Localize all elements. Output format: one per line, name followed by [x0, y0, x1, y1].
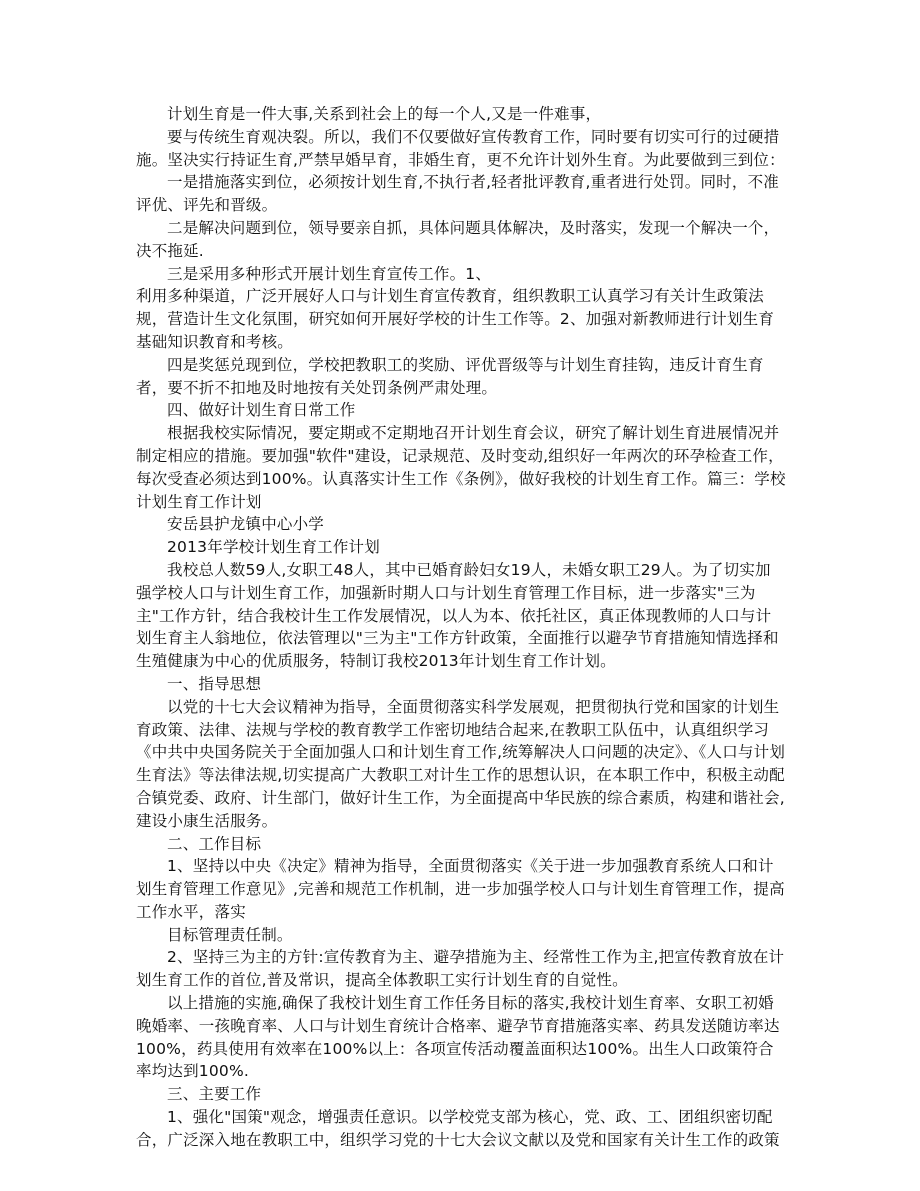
- paragraph: 计划生育是一件大事,关系到社会上的每一个人,又是一件难事，: [167, 105, 602, 123]
- section-heading: 二、工作目标: [167, 834, 262, 853]
- section-heading: 一、指导思想: [167, 674, 262, 693]
- paragraph: 1、强化"国策"观念，增强责任意识。以学校党支部为核心，党、政、工、团组织密切配合，广泛深入地在教职工中，组织学习党的十七大会议文献以及党和国家有关计生工作的政策: [136, 1108, 780, 1149]
- paragraph: 2、坚持三为主的方针:宣传教育为主、避孕措施为主、经常性工作为主,把宣传教育放在计划生育工作的首位,普及常识，提高全体教职工实行计划生育的自觉性。: [136, 948, 785, 990]
- paragraph: 我校总人数59人,女职工48人，其中已婚育龄妇女19人，未婚女职工29人。为了切实加强学校人口与计划生育工作，加强新时期人口与计划生育管理工作目标，进一步落实"三为主"工作方针，结合我校计生工作发展情况，以人为本、依托社区，真正体现教师的人口与计划生育主人翁地位，依法管理以"三为主"工作方针政策，全面推行以避孕节育措施知情选择和生殖健康为中心的优质服务，特制订我校2013年计划生育工作计划。: [136, 560, 779, 671]
- paragraph: 三是采用多种形式开展计划生育宣传工作。1、: [167, 264, 492, 283]
- document-body: [136, 103, 786, 1152]
- paragraph: 1、坚持以中央《决定》精神为指导，全面贯彻落实《关于进一步加强教育系统人口和计划生育管理工作意见》,完善和规范工作机制，进一步加强学校人口与计划生育管理工作，提高工作水平，落实: [136, 857, 785, 921]
- paragraph: 以党的十七大会议精神为指导，全面贯彻落实科学发展观，把贯彻执行党和国家的计划生育政策、法律、法规与学校的教育教学工作密切地结合起来,在教职工队伍中，认真组织学习《中共中央国务院关于全面加强人口和计划生育工作,统筹解决人口问题的决定》、《人口与计划生育法》等法律法规,切实提高广大教职工对计生工作的思想认识，在本职工作中，积极主动配合镇党委、政府、计生部门，做好计生工作，为全面提高中华民族的综合素质，构建和谐社会,建设小康生活服务。: [136, 697, 786, 830]
- paragraph: 要与传统生育观决裂。所以，我们不仅要做好宣传教育工作，同时要有切实可行的过硬措施。坚决实行持证生育,严禁早婚早育，非婚生育，更不允许计划外生育。为此要做到三到位：: [136, 127, 785, 169]
- paragraph: 二是解决问题到位，领导要亲自抓，具体问题具体解决，及时落实，发现一个解决一个，决不拖延.: [136, 218, 780, 260]
- paragraph: 利用多种渠道，广泛开展好人口与计划生育宣传教育，组织教职工认真学习有关计生政策法规，营造计生文化氛围，研究如何开展好学校的计生工作等。2、加强对新教师进行计划生育基础知识教育和考核。: [136, 287, 775, 351]
- paragraph: 一是措施落实到位，必须按计划生育,不执行者,轻者批评教育,重者进行处罚。同时，不准评优、评先和晋级。: [136, 173, 779, 215]
- paragraph: 根据我校实际情况，要定期或不定期地召开计划生育会议，研究了解计划生育进展情况并制定相应的措施。要加强"软件"建设，记录规范、及时变动,组织好一年两次的环孕检查工作，每次受查必须达到100%。认真落实计生工作《条例》，做好我校的计划生育工作。篇三：学校计划生育工作计划: [136, 424, 786, 511]
- section-heading: 四、做好计划生育日常工作: [167, 401, 356, 420]
- section-heading: 三、主要工作: [167, 1085, 262, 1104]
- paragraph: 目标管理责任制。: [167, 925, 293, 944]
- paragraph: 以上措施的实施,确保了我校计划生育工作任务目标的落实,我校计划生育率、女职工初婚晚婚率、一孩晚育率、人口与计划生育统计合格率、避孕节育措施落实率、药具发送随访率达100%，药具使用有效率在100%以上：各项宣传活动覆盖面积达100%。出生人口政策符合率均达到100%.: [136, 994, 780, 1081]
- paragraph: 四是奖惩兑现到位，学校把教职工的奖励、评优晋级等与计划生育挂钩，违反计育生育者，要不折不扣地及时地按有关处罚条例严肃处理。: [136, 355, 764, 397]
- plan-title: 2013年学校计划生育工作计划: [167, 538, 380, 557]
- organization-name: 安岳县护龙镇中心小学: [167, 515, 325, 534]
